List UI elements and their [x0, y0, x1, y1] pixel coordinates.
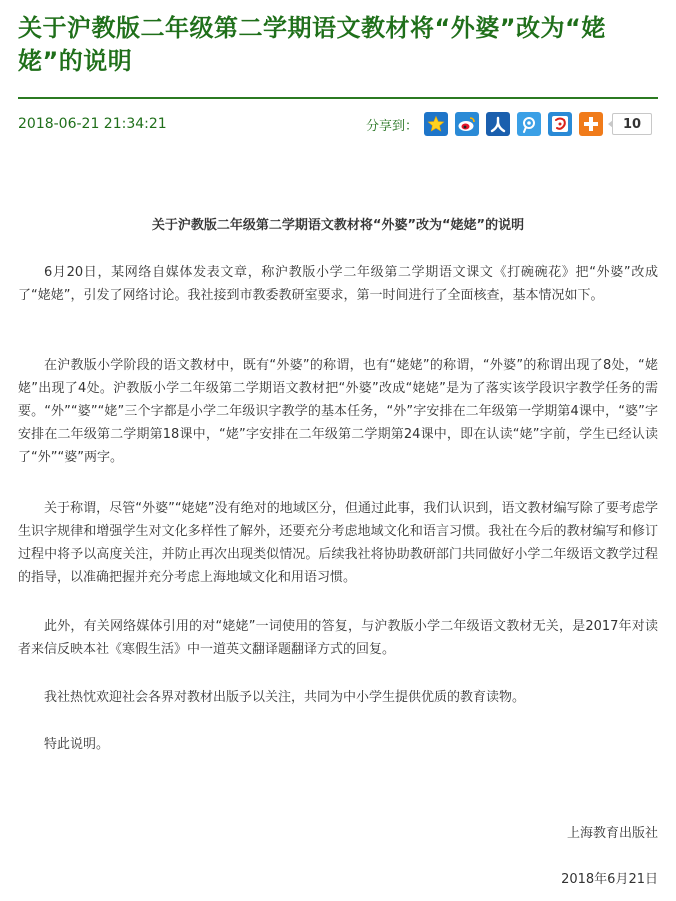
article-paragraph-4: 此外，有关网络媒体引用的对“姥姥”一词使用的答复，与沪教版小学二年级语文教材无关，是2017年对读者来信反映本社《寒假生活》中一道英文翻译题翻译方式的回复。: [18, 619, 658, 657]
article-paragraph-6: 特此说明。: [44, 737, 110, 752]
share-bar: [366, 112, 652, 136]
netease-icon[interactable]: [548, 112, 572, 136]
tencent-weibo-icon[interactable]: [517, 112, 541, 136]
signature-date: 2018年6月21日: [561, 872, 658, 887]
article-paragraph-2: 在沪教版小学阶段的语文教材中，既有“外婆”的称谓，也有“姥姥”的称谓，“外婆”的称谓出现了8处，“姥姥”出现了4处。沪教版小学二年级第二学期语文教材把“外婆”改成“姥姥”是为了落实该学段识字教学任务的需要。“外”“婆”“姥”三个字都是小学二年级识字教学的基本任务，“外”字安排在二年级第一学期第4课中，“婆”字安排在二年级第二学期第18课中，“姥”字安排在二年级第二学期第24课中，即在认读“姥”字前，学生已经认读了“外”“婆”两字。: [18, 358, 658, 465]
share-count[interactable]: 10: [612, 113, 652, 135]
signature-organization: 上海教育出版社: [566, 826, 658, 841]
article-paragraph-3: 关于称谓，尽管“外婆”“姥姥”没有绝对的地域区分，但通过此事，我们认识到，语文教材编写除了要考虑学生识字规律和增强学生对文化多样性了解外，还要充分考虑地域文化和语言习惯。我社在今后的教材编写和修订过程中将予以高度关注，并防止再次出现类似情况。后续我社将协助教研部门共同做好小学二年级语文教学过程的指导，以准确把握并充分考虑上海地域文化和用语习惯。: [18, 501, 658, 585]
more-plus-icon[interactable]: [579, 112, 603, 136]
article-paragraph-5: 我社热忱欢迎社会各界对教材出版予以关注，共同为中小学生提供优质的教育读物。: [44, 690, 526, 705]
qzone-star-icon[interactable]: [424, 112, 448, 136]
share-label: 分享到：: [366, 118, 419, 134]
article-title: 关于沪教版二年级第二学期语文教材将“外婆”改为“姥姥”的说明: [151, 218, 525, 233]
renren-icon[interactable]: [486, 112, 510, 136]
page-title: 关于沪教版二年级第二学期语文教材将“外婆”改为“姥姥”的说明: [18, 14, 606, 75]
publish-datetime: 2018-06-21 21:34:21: [18, 116, 167, 132]
article-paragraph-1: 6月20日，某网络自媒体发表文章，称沪教版小学二年级第二学期语文课文《打碗碗花》把“外婆”改成了“姥姥”，引发了网络讨论。我社接到市教委教研室要求，第一时间进行了全面核查，基本情况如下。: [18, 265, 658, 303]
title-divider: [18, 97, 658, 99]
weibo-icon[interactable]: [455, 112, 479, 136]
